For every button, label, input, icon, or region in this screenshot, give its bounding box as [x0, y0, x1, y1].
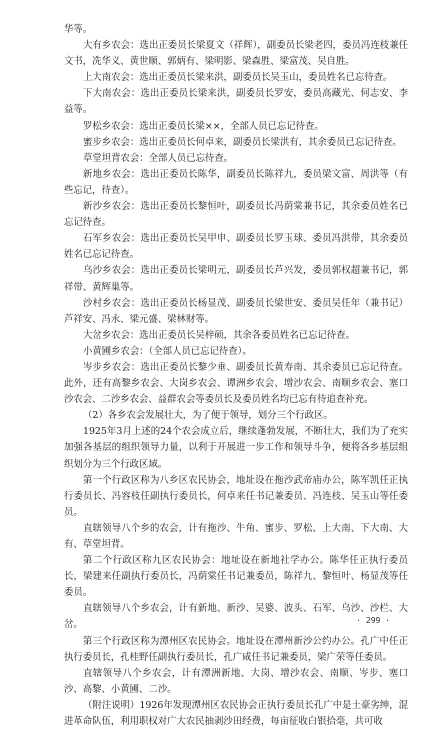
paragraph: 直辖领导八个乡农会，计有潭洲新地、大岗、增沙农会、南顺、岑步、塞口沙、高黎、小黄圃、二沙。 [64, 667, 408, 695]
paragraph: 罗松乡农会：选出正委员长梁××，全部人员已忘记待查。 [83, 120, 324, 132]
paragraph: 新地乡农会：选出正委员长陈华，副委员长陈祥九，委员梁文富、周洪等（有些忘记，待查）。 [64, 168, 408, 196]
paragraph: （附注说明）1926年发现潭州区农民协会正执行委员长孔广中是土豪劣绅，混进革命队伍，利用职权对广大农民抽剥沙田经费，每亩征收白银拾毫，共可收 [64, 699, 408, 728]
paragraph: 岑步乡农会：选出正委员长黎少垂、副委员长黄寿南、其余委员已忘记待查。此外，还有高黎乡农会、大岗乡农会、谭洲乡农会、增沙农会、南顺乡农会、塞口沙农会、二沙乡农会、益群农会等委员长及委员姓名均已忘有待追查补充。 [64, 361, 408, 406]
paragraph: 小黄圃乡农会：（全部人员已忘记待查）。 [83, 345, 252, 357]
paragraph: 第一个行政区称为八乡区农民协会，地址设在拖沙武帝庙办公，陈军凯任正执行委员长、冯容枝任副执行委员长，何卓来任书记兼委员、冯连枝、吴玉山等任委员。 [64, 474, 408, 518]
paragraph: （2）各乡农会发展壮大，为了便于领导，划分三个行政区。 [83, 410, 333, 422]
paragraph: 1925年3月上述的24个农会成立后，继续蓬勃发展，不断壮大，我们为了充实加强各基层的组织领导力量，以利于开展进一步工作和领导斗争，便将各乡基层组织划分为三个行政区域。 [64, 426, 408, 470]
paragraph: 大岔乡农会：选出正委员长吴梓硕，其余各委员姓名已忘记待查。 [83, 329, 355, 341]
paragraph: 华等。 [64, 24, 93, 35]
paragraph: 乌沙乡农会：选出正委员长梁明元，副委员长芦兴发，委员郭权超兼书记，郭祥带、黄辉巢等。 [64, 265, 408, 293]
paragraph: 第三个行政区称为潭州区农民协会。地址设在潭州新沙公约办公。孔广中任正执行委员长，孔桂野任副执行委员长，孔广咸任书记兼委员，梁广荣等任委员。 [64, 635, 408, 663]
paragraph: 新沙乡农会：选出正委员长黎恒叶，副委员长冯荫棠兼书记，其余委员姓名已忘记待查。 [64, 201, 408, 229]
paragraph: 草堂坦背农会：全部人员已忘待查。 [83, 152, 234, 164]
paragraph: 直辖领导八个乡的农会，计有拖沙、牛角、蜜步、罗松、上大南、下大南、大有、草堂坦背。 [64, 522, 408, 550]
page-number: · 299 · [356, 616, 390, 625]
paragraph: 上大南农会：选出正委员长梁来洪，副委员长吴玉山，委员姓名已忘待查。 [83, 72, 393, 84]
paragraph: 沙村乡农会：选出正委员长杨显茂、副委员长梁世安、委员吴任年（兼书记）芦祥安、冯永、梁元盛、梁林财等。 [64, 297, 408, 325]
paragraph: 下大南农会：选出正委员长梁来洪，副委员长罗安，委员高藏光、何志安、李益等。 [64, 88, 408, 116]
paragraph: 大有乡农会：选出正委员长梁夏文（祥辉），副委员长梁老四，委员冯连枝兼任文书，冼华义、黄世顺、郭炳有、梁明影、梁森胜、梁富茂、吴自胜。 [64, 40, 408, 68]
paragraph: 蜜步乡农会：选出正委员长何卓来，副委员长梁洪有，其余委员已忘记待查。 [83, 136, 402, 148]
paragraph: 第二个行政区称九区农民协会：地址设在新地社学办公。陈华任正执行委员长，梁建来任副执行委员长，冯荫棠任书记兼委员，陈祥九、黎恒叶、杨显茂等任委员。 [64, 555, 408, 599]
paragraph: 直辖领导八个乡农会，计有新地、新沙、吴婆、波头、石军、乌沙、沙栏、大岔。 [64, 603, 408, 631]
paragraph: 石军乡农会：选出正委员长吴甲申、副委员长罗玉球、委员冯洪带，其余委员姓名已忘记待查。 [64, 233, 408, 261]
